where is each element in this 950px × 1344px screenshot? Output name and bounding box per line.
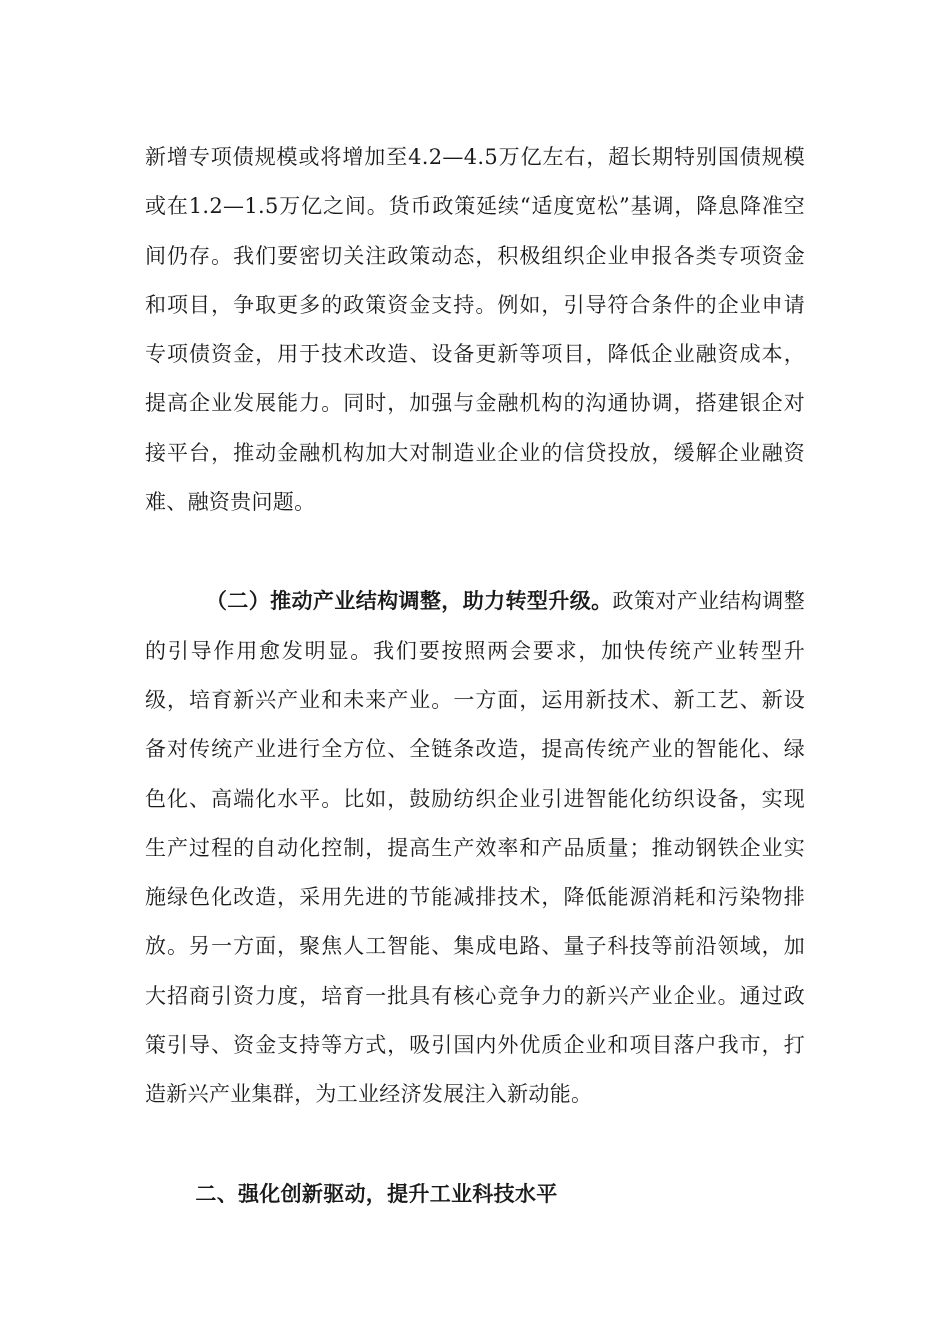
paragraph-text: 新增专项债规模或将增加至4.2—4.5万亿左右，超长期特别国债规模或在1.2—1.5万亿之间。货币政策延续“适度宽松”基调，降息降准空间仍存。我们要密切关注政策动态，积极组织企业申报各类专项资金和项目，争取更多的政策资金支持。例如，引导符合条件的企业申请专项债资金，用于技术改造、设备更新等项目，降低企业融资成本，提高企业发展能力。同时，加强与金融机构的沟通协调，搭建银企对接平台，推动金融机构加大对制造业企业的信贷投放，缓解企业融资难、融资贵问题。 xyxy=(145,145,805,515)
paragraph-lead: （二）推动产业结构调整，助力转型升级。 xyxy=(205,588,613,614)
section-heading: 二、强化创新驱动，提升工业科技水平 xyxy=(195,1180,558,1206)
document-body xyxy=(145,133,805,1218)
paragraph-industrial-structure xyxy=(145,576,805,1119)
paragraph-policy-funding xyxy=(145,133,805,527)
paragraph-text: 政策对产业结构调整的引导作用愈发明显。我们要按照两会要求，加快传统产业转型升级，培育新兴产业和未来产业。一方面，运用新技术、新工艺、新设备对传统产业进行全方位、全链条改造，提高传统产业的智能化、绿色化、高端化水平。比如，鼓励纺织企业引进智能化纺织设备，实现生产过程的自动化控制，提高生产效率和产品质量；推动钢铁企业实施绿色化改造，采用先进的节能减排技术，降低能源消耗和污染物排放。另一方面，聚焦人工智能、集成电路、量子科技等前沿领域，加大招商引资力度，培育一批具有核心竞争力的新兴产业企业。通过政策引导、资金支持等方式，吸引国内外优质企业和项目落户我市，打造新兴产业集群，为工业经济发展注入新动能。 xyxy=(145,589,806,1107)
